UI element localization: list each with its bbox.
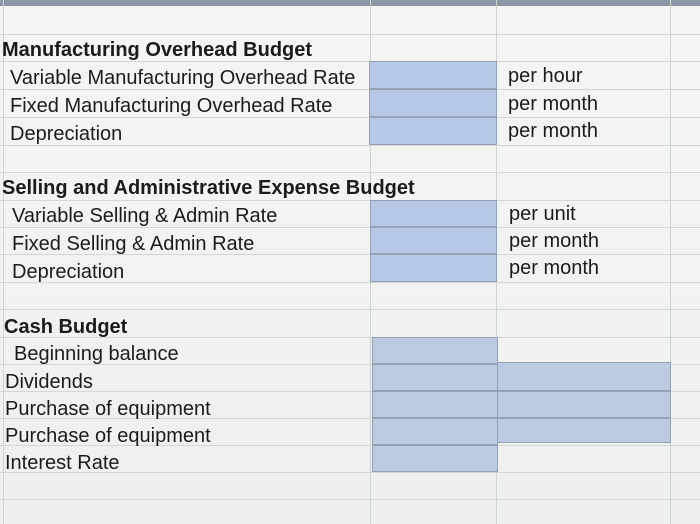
cash-row-label: Purchase of equipment xyxy=(5,398,211,420)
selling-row-label: Fixed Selling & Admin Rate xyxy=(12,233,255,255)
dividends-input-b[interactable] xyxy=(497,362,671,391)
manufacturing-budget-title: Manufacturing Overhead Budget xyxy=(2,39,313,61)
beginning-balance-input[interactable] xyxy=(372,337,498,364)
selling-row-label: Depreciation xyxy=(12,261,125,283)
fixed-selling-admin-rate-input[interactable] xyxy=(370,227,497,254)
cash-row-label: Purchase of equipment xyxy=(5,425,211,447)
grid-row-line xyxy=(0,309,700,310)
manufacturing-row-unit: per month xyxy=(508,120,599,142)
manufacturing-row-unit: per hour xyxy=(508,65,583,87)
selling-admin-budget-title: Selling and Administrative Expense Budget xyxy=(2,177,415,199)
selling-row-unit: per month xyxy=(509,230,600,252)
cash-row-label: Beginning balance xyxy=(14,343,179,365)
purchase-equipment-2-input-b[interactable] xyxy=(497,418,671,443)
manufacturing-row-label: Depreciation xyxy=(10,123,123,145)
purchase-equipment-input-b[interactable] xyxy=(497,391,671,418)
manufacturing-row-label: Variable Manufacturing Overhead Rate xyxy=(10,67,356,89)
variable-selling-admin-rate-input[interactable] xyxy=(370,200,497,227)
grid-row-line xyxy=(0,34,700,35)
manufacturing-row-label: Fixed Manufacturing Overhead Rate xyxy=(10,95,333,117)
selling-depreciation-input[interactable] xyxy=(370,254,497,282)
purchase-equipment-2-input-a[interactable] xyxy=(372,418,498,445)
selling-row-unit: per month xyxy=(509,257,600,279)
dividends-input-a[interactable] xyxy=(372,364,498,391)
variable-mfg-overhead-rate-input[interactable] xyxy=(369,61,497,89)
selling-row-label: Variable Selling & Admin Rate xyxy=(12,205,278,227)
manufacturing-row-unit: per month xyxy=(508,93,599,115)
grid-row-line xyxy=(0,499,700,500)
cash-row-label: Interest Rate xyxy=(5,452,120,474)
header-strip xyxy=(0,0,700,6)
purchase-equipment-input-a[interactable] xyxy=(372,391,498,418)
interest-rate-input[interactable] xyxy=(372,445,498,472)
selling-row-unit: per unit xyxy=(509,203,576,225)
grid-row-line xyxy=(0,172,700,173)
mfg-depreciation-input[interactable] xyxy=(369,117,497,145)
cash-row-label: Dividends xyxy=(5,371,93,393)
fixed-mfg-overhead-rate-input[interactable] xyxy=(369,89,497,117)
cash-budget-title: Cash Budget xyxy=(4,316,128,338)
grid-row-line xyxy=(0,200,700,201)
